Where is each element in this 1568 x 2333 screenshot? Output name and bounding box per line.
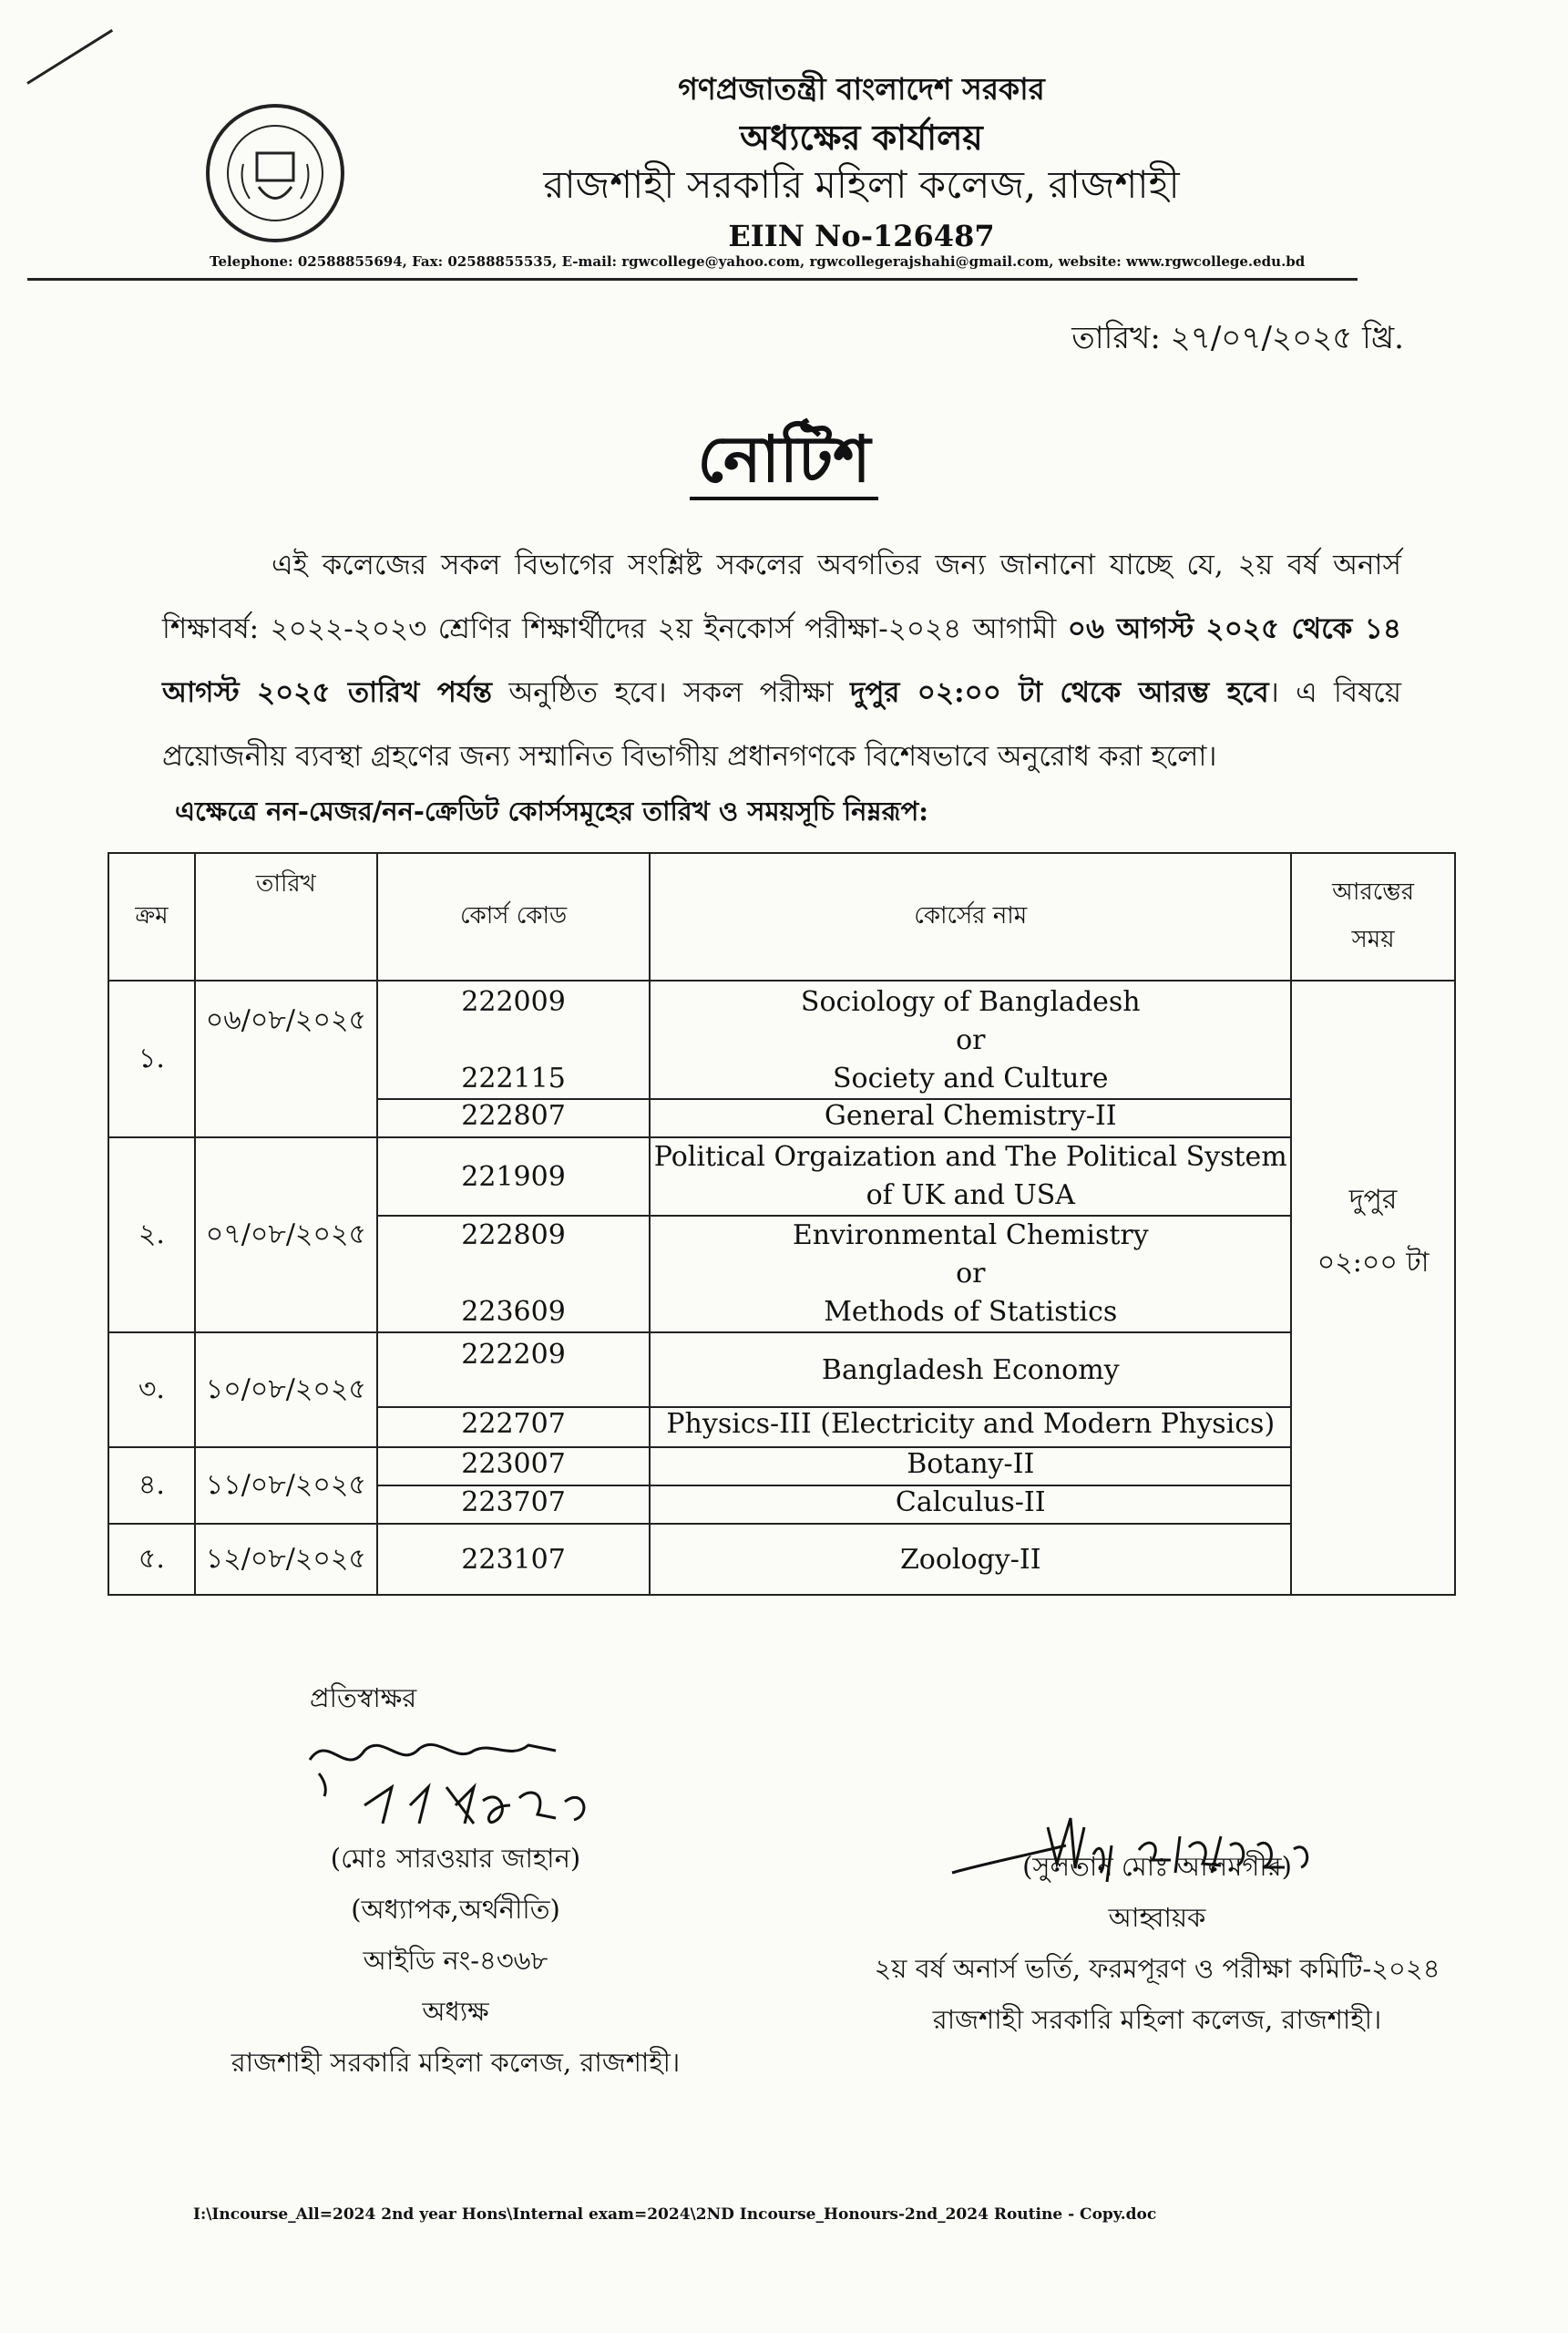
body-text-1: এই কলেজের সকল বিভাগের সংশ্লিষ্ট সকলের অবগতির জন্য জানানো যাচ্ছে যে, ২য় বর্ষ অনার্স শিক্ষাবর্ষ: ২০২২-২০২৩ শ্রেণির শিক্ষার্থীদের ২য় ইনকোর্স পরীক্ষা-২০২৪ আগামী (162, 549, 1401, 645)
course-name: Society and Culture (832, 1063, 1109, 1095)
course-name: Calculus-II (650, 1485, 1291, 1524)
header-name: কোর্সের নাম (650, 853, 1291, 981)
or-label: or (956, 1024, 986, 1056)
course-name: Methods of Statistics (824, 1296, 1118, 1328)
row-name-pair (650, 981, 1291, 1099)
course-name: General Chemistry-II (650, 1099, 1291, 1137)
course-code: 223707 (377, 1485, 651, 1524)
header-serial: ক্রম (108, 853, 195, 981)
row-serial: ৫. (108, 1524, 195, 1595)
notice-date: তারিখ: ২৭/০৭/২০২৫ খ্রি. (1071, 320, 1404, 356)
course-name: Sociology of Bangladesh (800, 986, 1141, 1018)
header-rule (27, 278, 1358, 281)
course-name: Bangladesh Economy (650, 1332, 1291, 1407)
course-name: Zoology-II (650, 1524, 1291, 1595)
header-time (1291, 853, 1455, 981)
course-code: 222707 (377, 1407, 651, 1447)
convener-block (802, 1841, 1512, 2045)
header-time-line1: আরম্ভের (1332, 879, 1415, 906)
principal-signature (292, 1723, 620, 1833)
course-code: 222115 (461, 1063, 566, 1095)
table-row (108, 1137, 1455, 1216)
row-date: ১২/০৮/২০২৫ (195, 1524, 377, 1595)
government-heading: গণপ্রজাতন্ত্রী বাংলাদেশ সরকার (678, 71, 1045, 107)
row-serial: ৪. (108, 1447, 195, 1524)
routine-table (108, 852, 1456, 1596)
table-header-row (108, 853, 1455, 981)
principal-designation: (অধ্যাপক,অর্থনীতি) (351, 1894, 560, 1925)
header-date: তারিখ (195, 853, 377, 981)
schedule-subheading: এক্ষেত্রে নন-মেজর/নন-ক্রেডিট কোর্সসমূহের তারিখ ও সময়সূচি নিম্নরূপ: (175, 796, 928, 827)
convener-role: আহ্বায়ক (1108, 1902, 1206, 1933)
course-code: 223609 (461, 1296, 566, 1328)
row-date: ০৭/০৮/২০২৫ (195, 1137, 377, 1332)
course-name: Environmental Chemistry (792, 1219, 1149, 1251)
course-code: 223007 (377, 1447, 651, 1485)
start-time (1291, 981, 1455, 1595)
course-name: Physics-III (Electricity and Modern Physics) (650, 1407, 1291, 1447)
principal-role: অধ্যক্ষ (422, 1996, 489, 2027)
principal-name: (মোঃ সারওয়ার জাহান) (330, 1843, 581, 1874)
table-row (108, 981, 1455, 1099)
row-serial: ৩. (108, 1332, 195, 1447)
body-bold-dates: ০৬ আগস্ট ২০২৫ থেকে ১৪ আগস্ট ২০২৫ তারিখ পর্যন্ত (162, 612, 1401, 709)
row-date: ০৬/০৮/২০২৫ (195, 981, 377, 1137)
body-text-2: অনুষ্ঠিত হবে। সকল পরীক্ষা (492, 676, 851, 709)
start-time-line1: দুপুর (1348, 1184, 1398, 1216)
countersign-caption: প্রতিস্বাক্ষর (310, 1682, 417, 1713)
notice-title (0, 410, 1568, 517)
row-code-pair (377, 1216, 651, 1332)
row-date: ১১/০৮/২০২৫ (195, 1447, 377, 1524)
convener-committee: ২য় বর্ষ অনার্স ভর্তি, ফরমপূরণ ও পরীক্ষা কমিটি-২০২৪ (874, 1953, 1440, 1984)
row-name-pair (650, 1216, 1291, 1332)
body-text-3: । এ বিষয়ে প্রয়োজনীয় ব্যবস্থা গ্রহণের জন্য সম্মানিত বিভাগীয় প্রধানগণকে বিশেষভাবে অনুরোধ করা হলো। (162, 676, 1401, 773)
countersign-block (182, 1672, 729, 2088)
course-name-line1: Political Orgaization and The Political System (653, 1141, 1287, 1173)
header-code: কোর্স কোড (377, 853, 651, 981)
course-name-line2: of UK and USA (866, 1179, 1075, 1211)
row-serial: ১. (108, 981, 195, 1137)
course-name: Botany-II (650, 1447, 1291, 1485)
course-code: 223107 (377, 1524, 651, 1595)
start-time-line2: ০২:০০ টা (1317, 1247, 1430, 1279)
notice-title-text: নোটিশ (690, 421, 877, 500)
eiin-number: EIIN No-126487 (728, 219, 995, 253)
college-name: রাজশাহী সরকারি মহিলা কলেজ, রাজশাহী (543, 162, 1180, 207)
table-row (108, 1332, 1455, 1407)
file-path-footer: I:\Incourse_All=2024 2nd year Hons\Internal exam=2024\2ND Incourse_Honours-2nd_2024 Routine - Copy.doc (193, 2205, 1157, 2224)
row-serial: ২. (108, 1137, 195, 1332)
principal-org: রাজশাহী সরকারি মহিলা কলেজ, রাজশাহী। (231, 2047, 681, 2078)
principal-id: আইডি নং-৪৩৬৮ (363, 1945, 548, 1976)
body-bold-time: দুপুর ০২:০০ টা থেকে আরম্ভ হবে (850, 676, 1269, 709)
convener-name: (সুলতান মোঃ আলমগীর) (1022, 1851, 1292, 1882)
course-code: 222009 (461, 986, 566, 1018)
notice-body (162, 533, 1401, 788)
course-code: 221909 (377, 1137, 651, 1216)
pen-mark (26, 29, 113, 85)
table-row (108, 1524, 1455, 1595)
course-name (650, 1137, 1291, 1216)
header-time-line2: সময় (1351, 926, 1395, 953)
table-row (108, 1447, 1455, 1485)
or-label: or (956, 1258, 986, 1290)
course-code: 222809 (461, 1219, 566, 1251)
office-heading: অধ্যক্ষের কার্যালয় (740, 117, 983, 158)
course-code: 222807 (377, 1099, 651, 1137)
course-code: 222209 (377, 1332, 651, 1407)
row-code-pair (377, 981, 651, 1099)
contact-line: Telephone: 02588855694, Fax: 02588855535, E-mail: rgwcollege@yahoo.com, rgwcollegerajshahi@gmail.com, website: www.rgwcollege.edu.bd (210, 253, 1306, 270)
row-date: ১০/০৮/২০২৫ (195, 1332, 377, 1447)
convener-org: রাজশাহী সরকারি মহিলা কলেজ, রাজশাহী। (932, 2004, 1382, 2035)
